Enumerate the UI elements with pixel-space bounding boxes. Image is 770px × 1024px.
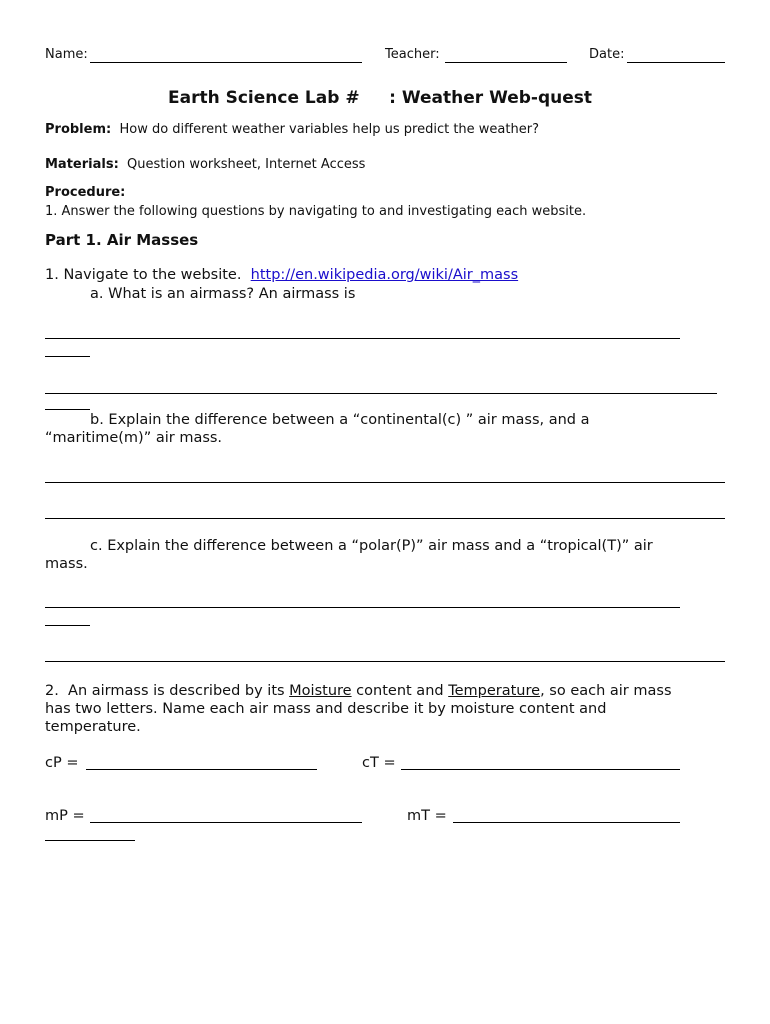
answer-line[interactable]: [45, 409, 90, 410]
question-1c-line1: c. Explain the difference between a “polar(P)” air mass and a “tropical(T)” air: [90, 538, 653, 554]
date-label: Date:: [589, 47, 625, 62]
mt-label: mT =: [407, 808, 447, 824]
answer-line[interactable]: [45, 518, 725, 519]
ct-label: cT =: [362, 755, 396, 771]
q2-temperature: Temperature: [448, 683, 541, 699]
date-blank[interactable]: [627, 62, 725, 63]
question-1: [45, 267, 518, 283]
q1-text: 1. Navigate to the website.: [45, 267, 242, 283]
cp-blank[interactable]: [86, 769, 317, 770]
page-title: Earth Science Lab # : Weather Web-quest: [168, 88, 593, 108]
question-1b-line1: b. Explain the difference between a “continental(c) ” air mass, and a: [90, 412, 590, 428]
name-blank[interactable]: [90, 62, 362, 63]
procedure-label: Procedure:: [45, 185, 126, 200]
question-2-line3: temperature.: [45, 719, 141, 735]
procedure-text: 1. Answer the following questions by navigating to and investigating each website.: [45, 204, 587, 219]
materials-text: Question worksheet, Internet Access: [127, 157, 366, 172]
answer-line[interactable]: [45, 661, 725, 662]
teacher-label: Teacher:: [385, 47, 440, 62]
materials-section: [45, 157, 365, 172]
mp-label: mP =: [45, 808, 85, 824]
mt-blank-continued[interactable]: [45, 840, 135, 841]
ct-blank[interactable]: [401, 769, 680, 770]
air-mass-link[interactable]: http://en.wikipedia.org/wiki/Air_mass: [250, 267, 519, 283]
problem-text: How do different weather variables help us predict the weather?: [119, 122, 539, 137]
materials-label: Materials:: [45, 157, 119, 172]
q2-post: , so each air mass: [540, 683, 672, 699]
answer-line[interactable]: [45, 625, 90, 626]
question-1c-line2: mass.: [45, 556, 88, 572]
problem-section: [45, 122, 539, 137]
answer-line[interactable]: [45, 482, 725, 483]
answer-line[interactable]: [45, 338, 680, 339]
name-label: Name:: [45, 47, 88, 62]
question-1a: a. What is an airmass? An airmass is: [90, 286, 356, 302]
question-1b-line2: “maritime(m)” air mass.: [45, 430, 223, 446]
problem-label: Problem:: [45, 122, 112, 137]
teacher-blank[interactable]: [445, 62, 567, 63]
cp-label: cP =: [45, 755, 79, 771]
mt-blank[interactable]: [453, 822, 680, 823]
answer-line[interactable]: [45, 393, 717, 394]
question-2-line2: has two letters. Name each air mass and describe it by moisture content and: [45, 701, 607, 717]
q2-mid: content and: [351, 683, 449, 699]
answer-line[interactable]: [45, 607, 680, 608]
part1-heading: Part 1. Air Masses: [45, 231, 199, 249]
answer-line[interactable]: [45, 356, 90, 357]
q2-moisture: Moisture: [289, 683, 352, 699]
mp-blank[interactable]: [90, 822, 362, 823]
q2-pre: 2. An airmass is described by its: [45, 683, 290, 699]
question-2-line1: [45, 683, 672, 699]
